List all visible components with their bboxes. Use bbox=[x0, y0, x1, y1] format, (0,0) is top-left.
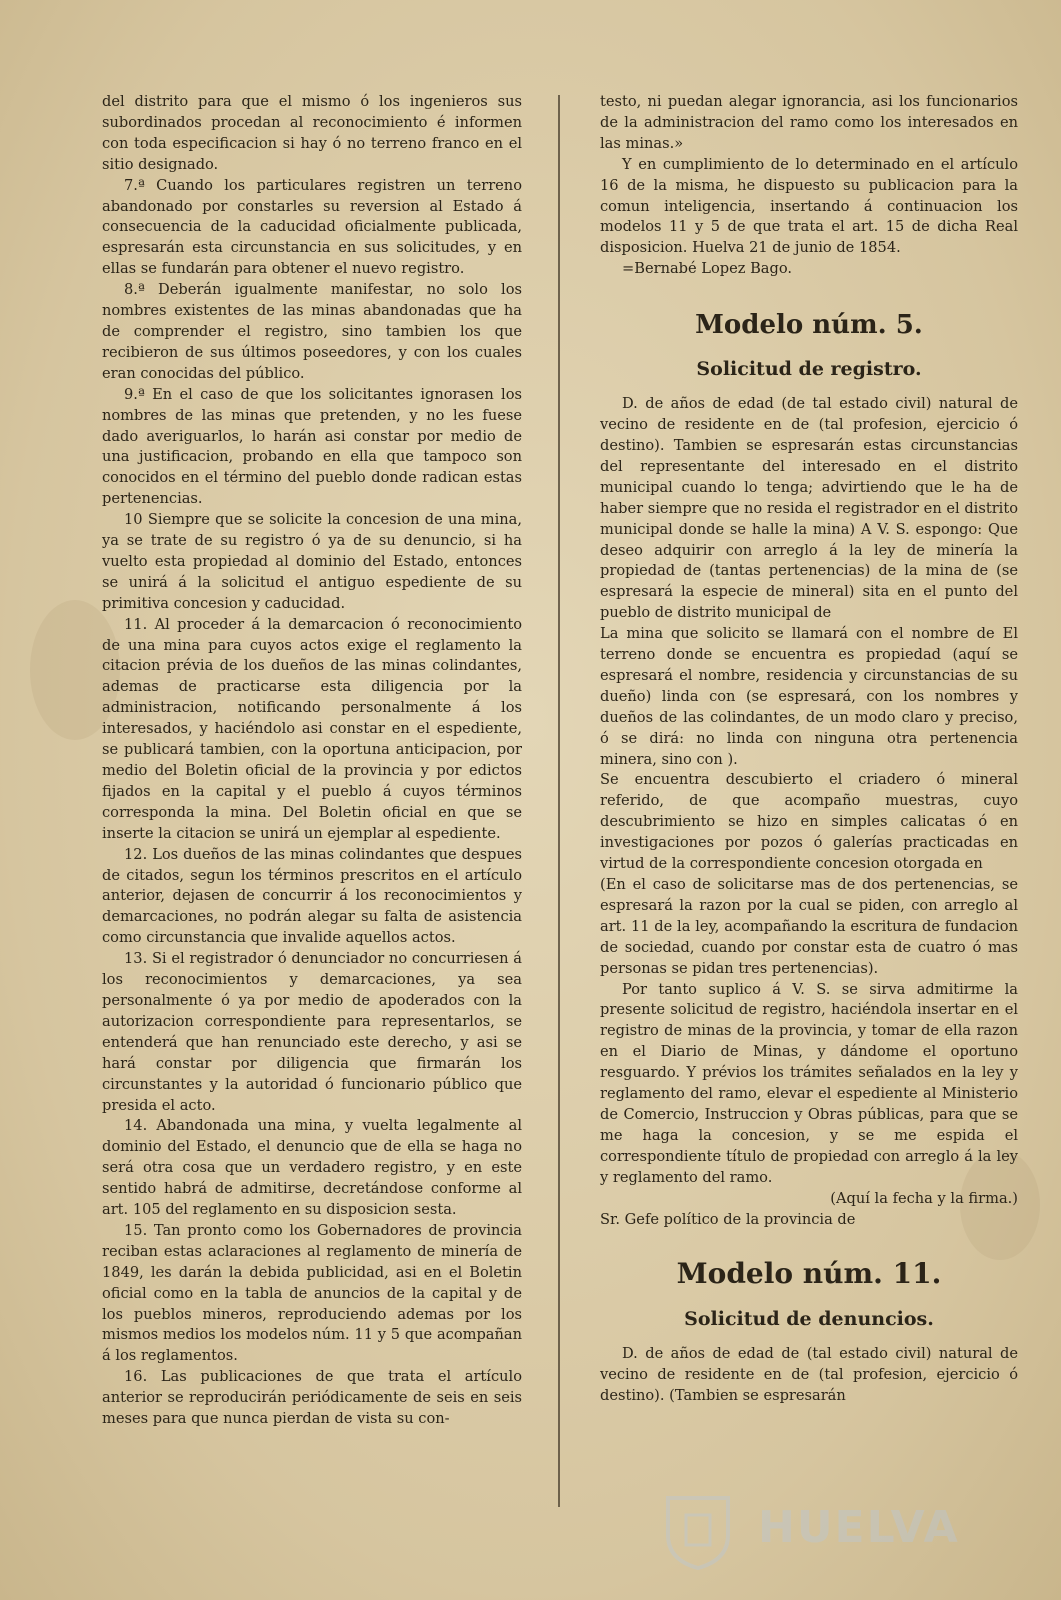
paragraph: 8.ª Deberán igualmente manifestar, no solo los nombres existentes de las minas abandonadas que ha de comprender el registro, sino tambien los que recibieron de sus últimos poseedores, y con los cuales eran conocidas del público. bbox=[102, 281, 522, 382]
paragraph: 11. Al proceder á la demarcacion ó reconocimiento de una mina para cuyos actos exige el reglamento la citacion prévia de los dueños de las minas colindantes, ademas de practicarse esta diligencia por la administracion, notificando personalmente á los interesados, y haciéndolo asi constar en el espediente, se publicará tambien, con la oportuna anticipacion, por medio del Boletin oficial de la provincia y por edictos fijados en la capital y el pueblo á cuyos términos corresponda la mina. Del Boletin oficial en que se inserte la citacion se unirá un ejemplar al espediente. bbox=[102, 615, 522, 842]
paragraph: Y en cumplimiento de lo determinado en el artículo 16 de la misma, he dispuesto su publicacion para la comun inteligencia, insertando á continuacion los modelos 11 y 5 de que trata el art. 15 de dicha Real disposicion. Huelva 21 de junio de 1854. bbox=[600, 155, 1018, 257]
left-column bbox=[102, 92, 522, 1430]
paragraph: D. de años de edad (de tal estado civil) natural de vecino de residente en de (tal profesion, ejercicio ó destino). Tambien se espresarán estas circunstancias del representante del interesado en el distrito municipal cuando lo tenga; advirtiendo que le ha de haber siempre que no resida el registrador en el distrito municipal donde se halle la mina) A V. S. espongo: Que deseo adquirir con arreglo á la ley de minería la propiedad de (tantas pertenencias) de la mina de (se espresará la especie de mineral) sita en el punto del pueblo de distrito municipal de bbox=[600, 395, 1018, 622]
paragraph: D. de años de edad de (tal estado civil) natural de vecino de residente en de (tal profesion, ejercicio ó destino). (Tambien se espresarán bbox=[600, 1345, 1018, 1405]
paragraph: 9.ª En el caso de que los solicitantes ignorasen los nombres de las minas que pretenden, y no les fuese dado averiguarlos, lo harán asi constar por medio de una justificacion, probando en ella que tampoco son conocidos en el término del pueblo donde radican estas pertenencias. bbox=[102, 385, 522, 508]
library-watermark bbox=[648, 1490, 1028, 1570]
crest-icon bbox=[648, 1490, 748, 1570]
paragraph: 13. Si el registrador ó denunciador no concurriesen á los reconocimientos y demarcaciones, ya sea personalmente ó ya por medio de apoderados con la autorizacion correspondiente para representarlos, se entenderá que han renunciado este derecho, y asi se hará constar por diligencia que firmarán los circunstantes y la autoridad ó funcionario público que presida el acto. bbox=[102, 950, 522, 1114]
paragraph: (En el caso de solicitarse mas de dos pertenencias, se espresará la razon por la cual se piden, con arreglo al art. 11 de la ley, acompañando la escritura de fundacion de sociedad, cuando por constar esta de cuatro ó mas personas se pidan tres pertenencias). bbox=[600, 876, 1018, 977]
signature: =Bernabé Lopez Bago. bbox=[622, 260, 793, 278]
paragraph: 12. Los dueños de las minas colindantes que despues de citados, segun los términos prescritos en el artículo anterior, dejasen de concurrir á los reconocimientos y demarcaciones, no podrán alegar su falta de asistencia como circunstancia que invalide aquellos actos. bbox=[102, 845, 522, 947]
paragraph: 16. Las publicaciones de que trata el artículo anterior se reproducirán periódicamente de seis en seis meses para que nunca pierdan de vista su con- bbox=[102, 1368, 522, 1428]
modelo-5-body bbox=[600, 394, 1018, 1230]
paragraph: 10 Siempre que se solicite la concesion de una mina, ya se trate de su registro ó ya de su denuncio, si ha vuelto esta propiedad al dominio del Estado, entonces se unirá á la solicitud el antiguo espediente de su primitiva concesion y caducidad. bbox=[102, 511, 522, 612]
paragraph: 15. Tan pronto como los Gobernadores de provincia reciban estas aclaraciones al reglamento de minería de 1849, les darán la debida publicidad, asi en el Boletin oficial como en la tabla de anuncios de la capital y de los pueblos mineros, reproduciendo ademas por los mismos medios los modelos núm. 11 y 5 que acompañan á los reglamentos. bbox=[102, 1221, 522, 1365]
paragraph: La mina que solicito se llamará con el nombre de El terreno donde se encuentra es propiedad (aquí se espresará el nombre, residencia y circunstancias de su dueño) linda con (se espresará, con los nombres y dueños de las colindantes, de un modo claro y preciso, ó se dirá: no linda con ninguna otra pertenencia minera, sino con ). bbox=[600, 625, 1018, 768]
paragraph: testo, ni puedan alegar ignorancia, asi los funcionarios de la administracion del ramo como los interesados en las minas.» bbox=[600, 93, 1018, 152]
modelo-5-subtitle: Solicitud de registro. bbox=[696, 358, 922, 381]
watermark-text: HUELVA bbox=[758, 1502, 960, 1553]
paragraph: (Aquí la fecha y la firma.) bbox=[830, 1189, 1018, 1207]
paragraph: Sr. Gefe político de la provincia de bbox=[600, 1210, 856, 1228]
paragraph: 7.ª Cuando los particulares registren un terreno abandonado por constarles su reversion al Estado á consecuencia de la caducidad oficialmente publicada, espresarán esta circunstancia en sus solicitudes, y en ellas se fundarán para obtener el nuevo registro. bbox=[102, 176, 522, 278]
right-intro bbox=[600, 92, 1018, 280]
modelo-11-subtitle: Solicitud de denuncios. bbox=[684, 1308, 934, 1331]
paragraph: del distrito para que el mismo ó los ingenieros sus subordinados procedan al reconocimiento é informen con toda especificacion si hay ó no terreno franco en el sitio designado. bbox=[102, 93, 522, 173]
paragraph: 14. Abandonada una mina, y vuelta legalmente al dominio del Estado, el denuncio que de ella se haga no será otra cosa que un verdadero registro, y en este sentido habrá de admitirse, decretándose conforme al art. 105 del reglamento en su disposicion sesta. bbox=[102, 1117, 522, 1219]
paragraph: Por tanto suplico á V. S. se sirva admitirme la presente solicitud de registro, haciéndola insertar en el registro de minas de la provincia, y tomar de ella razon en el Diario de Minas, y dándome el oportuno resguardo. Y prévios los trámites señalados en la ley y reglamento del ramo, elevar el espediente al Ministerio de Comercio, Instruccion y Obras públicas, para que se me haga la concesion, y se me espida el correspondiente título de propiedad con arreglo á la ley y reglamento del ramo. bbox=[600, 980, 1018, 1186]
right-column bbox=[600, 92, 1018, 1407]
column-divider bbox=[558, 95, 560, 1507]
modelo-11-title: Modelo núm. 11. bbox=[676, 1257, 942, 1291]
modelo-5-title: Modelo núm. 5. bbox=[695, 310, 923, 341]
paragraph: Se encuentra descubierto el criadero ó mineral referido, de que acompaño muestras, cuyo descubrimiento se hizo en simples calicatas ó en investigaciones por pozos ó galerías practicadas en virtud de la correspondiente concesion otorgada en bbox=[600, 771, 1018, 873]
modelo-11-body bbox=[600, 1344, 1018, 1407]
